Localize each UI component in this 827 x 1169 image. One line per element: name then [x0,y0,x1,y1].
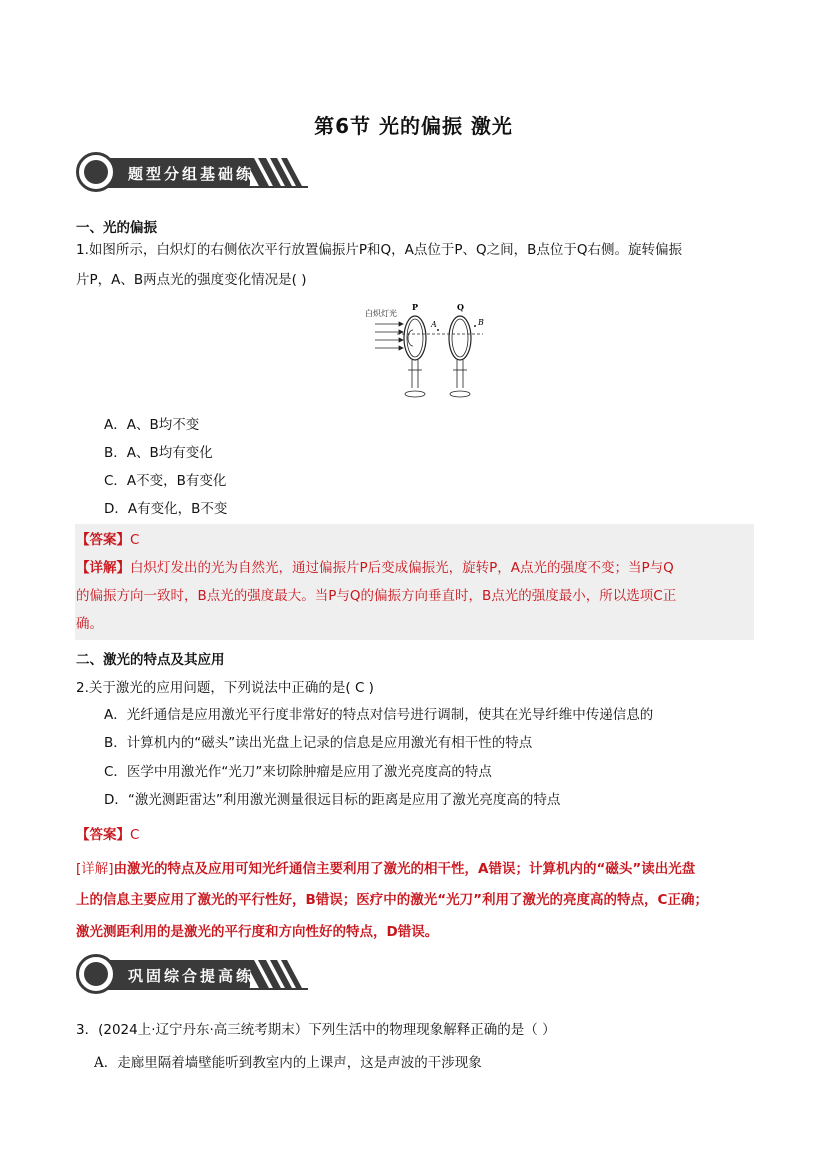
label-q: Q [457,302,464,312]
question-2: 2.关于激光的应用问题，下列说法中正确的是( C ) [76,680,374,696]
q2-option-d: D．“激光测距雷达”利用激光测量很远目标的距离是应用了激光亮度高的特点 [104,792,561,808]
section-heading-polarization: 一、光的偏振 [76,220,157,236]
q1-detail-label: 【详解】 [76,560,130,576]
q1-detail-text: 白炽灯发出的光为自然光，通过偏振片P后变成偏振光，旋转P，A点光的强度不变；当P与Q [130,560,674,576]
q2-answer-label: 【答案】 [76,827,130,843]
question-3: 3．(2024上·辽宁丹东·高三统考期末）下列生活中的物理现象解释正确的是（ ） [76,1022,556,1038]
question-1-line2: 片P，A、B两点光的强度变化情况是( ) [76,272,307,288]
section-banner-basic [76,152,308,196]
page-title: 第6节 光的偏振 激光 [314,114,513,138]
q3-option-a: A．走廊里隔着墙壁能听到教室内的上课声，这是声波的干涉现象 [94,1055,482,1071]
banner-label: 巩固综合提高练 [128,967,255,985]
q2-detail-text: 由激光的特点及应用可知光纤通信主要利用了激光的相干性，A错误；计算机内的“磁头”读出光盘 [113,861,696,877]
q2-answer [76,823,139,843]
q1-answer-box [75,524,754,640]
q1-detail-line1 [76,556,674,576]
polarizer-diagram [357,300,487,410]
q2-option-a: A．光纤通信是应用激光平行度非常好的特点对信号进行调制，使其在光导纤维中传递信息的 [104,707,654,723]
label-p: P [412,302,419,312]
q1-option-d: D．A有变化，B不变 [104,501,228,517]
q1-answer-label: 【答案】 [76,532,130,548]
q2-detail-label: [详解] [76,861,114,877]
q2-option-c: C．医学中用激光作“光刀”来切除肿瘤是应用了激光亮度高的特点 [104,764,492,780]
q1-option-b: B．A、B均有变化 [104,445,213,461]
q2-option-b: B．计算机内的“磁头”读出光盘上记录的信息是应用激光有相干性的特点 [104,735,533,751]
q1-detail-line3: 确。 [76,616,103,632]
q2-detail-line1 [76,857,695,877]
q1-answer-value: C [130,532,140,548]
q2-detail-line2: 上的信息主要应用了激光的平行性好，B错误；医疗中的激光“光刀”利用了激光的亮度高的特点，C正确； [76,892,708,908]
q2-detail-line3: 激光测距利用的是激光的平行度和方向性好的特点，D错误。 [76,924,439,940]
q1-option-a: A．A、B均不变 [104,417,200,433]
lamp-label: 白炽灯光 [365,309,397,318]
label-b: B [478,318,484,327]
book-logo-icon [76,954,116,994]
q1-answer [76,528,139,548]
label-a: A [431,320,437,329]
section-heading-laser: 二、激光的特点及其应用 [76,652,225,668]
book-logo-icon [76,152,116,192]
section-banner-advanced [76,954,308,998]
question-1-line1: 1.如图所示，白炽灯的右侧依次平行放置偏振片P和Q，A点位于P、Q之间，B点位于Q右侧。旋转偏振 [76,242,683,258]
q1-option-c: C．A不变，B有变化 [104,473,227,489]
q2-answer-value: C [130,827,140,843]
banner-label: 题型分组基础练 [128,165,255,183]
q1-detail-line2: 的偏振方向一致时，B点光的强度最大。当P与Q的偏振方向垂直时，B点光的强度最小，所以选项C正 [76,588,677,604]
